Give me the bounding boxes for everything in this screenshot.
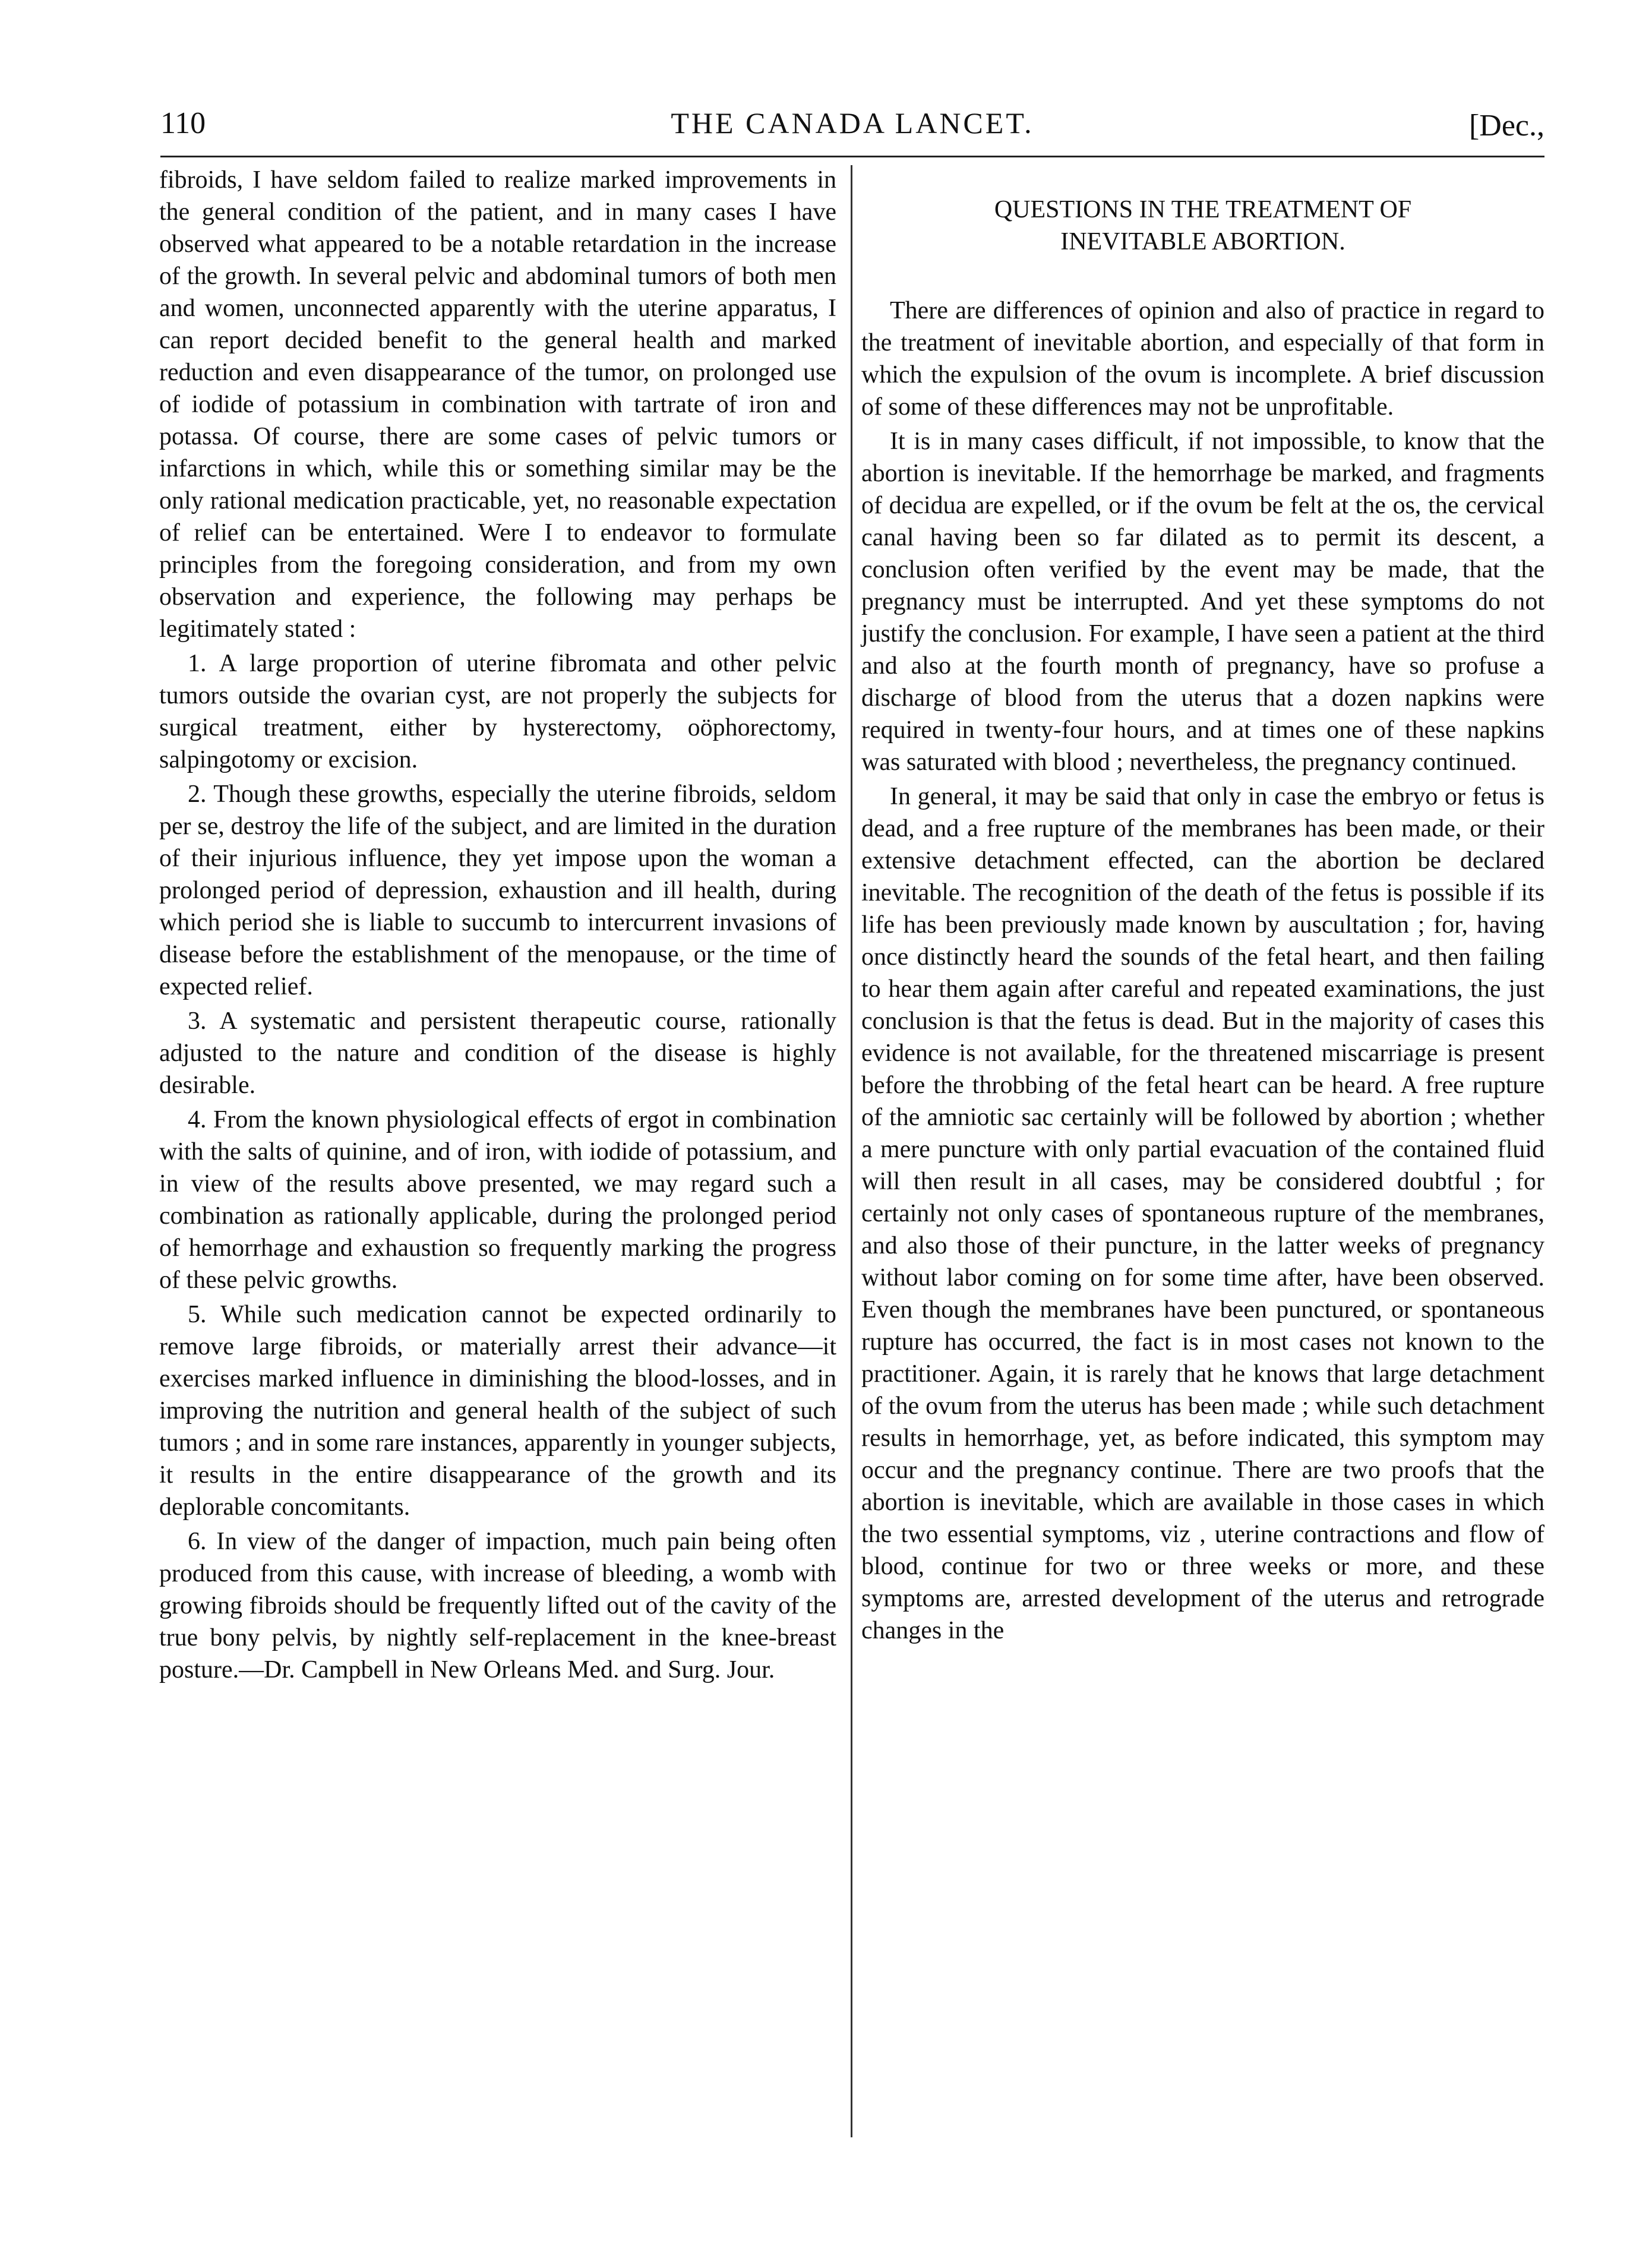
header-rule bbox=[160, 156, 1544, 157]
issue-month: [Dec., bbox=[1468, 109, 1544, 143]
article-title bbox=[861, 194, 1544, 258]
column-divider bbox=[851, 165, 852, 2137]
journal-title: THE CANADA LANCET. bbox=[671, 106, 1034, 140]
page-number: 110 bbox=[160, 106, 206, 140]
article-title-line: INEVITABLE ABORTION. bbox=[1060, 228, 1345, 255]
numbered-point: 6. In view of the danger of impaction, much pain being often produced from this cause, with increase of bleeding, a womb with growing fibroids should be frequently lifted out of the cavity of the true bony pelvis, by nightly self-replacement in the knee-breast posture.—Dr. Campbell in New Orleans Med. and Surg. Jour. bbox=[159, 1528, 836, 1683]
article-title-line: QUESTIONS IN THE TREATMENT OF bbox=[994, 196, 1412, 223]
left-column bbox=[159, 164, 836, 1688]
page-header bbox=[160, 106, 1544, 153]
body-paragraph: There are differences of opinion and also of practice in regard to the treatment of inevitable abortion, and especially of that form in which the expulsion of the ovum is incomplete. A brief discussion of some of these differences may not be unprofitable. bbox=[861, 297, 1544, 421]
right-column bbox=[861, 164, 1544, 1649]
body-paragraph: It is in many cases difficult, if not impossible, to know that the abortion is inevitable. If the hemorrhage be marked, and fragments of decidua are expelled, or if the ovum be felt at the os, the cervical canal having been so far dilated as to permit its descent, a conclusion often verified by the event may be made, that the pregnancy must be interrupted. And yet these symptoms do not justify the conclusion. For example, I have seen a patient at the third and also at the fourth month of pregnancy, have so profuse a discharge of blood from the uterus that a dozen napkins were required in twenty-four hours, and at times one of these napkins was saturated with blood ; nevertheless, the pregnancy continued. bbox=[861, 428, 1544, 776]
numbered-point: 4. From the known physiological effects of ergot in combination with the salts of quinine, and of iron, with iodide of potassium, and in view of the results above presented, we may regard such a combination as rationally applicable, during the prolonged period of hemorrhage and exhaustion so frequently marking the progress of these pelvic growths. bbox=[159, 1106, 836, 1294]
numbered-point: 1. A large proportion of uterine fibromata and other pelvic tumors outside the ovarian cyst, are not properly the subjects for surgical treatment, either by hysterectomy, oöphorectomy, salpingotomy or excision. bbox=[159, 650, 836, 773]
numbered-point: 5. While such medication cannot be expected ordinarily to remove large fibroids, or materially arrest their advance—it exercises marked influence in diminishing the blood-losses, and in improving the nutrition and general health of the subject of such tumors ; and in some rare instances, apparently in younger subjects, it results in the entire disappearance of the growth and its deplorable concomitants. bbox=[159, 1301, 836, 1521]
intro-paragraph: fibroids, I have seldom failed to realize marked improvements in the general condition of the patient, and in many cases I have observed what appeared to be a notable retardation in the increase of the growth. In several pelvic and abdominal tumors of both men and women, unconnected apparently with the uterine apparatus, I can report decided benefit to the general health and marked reduction and even disappearance of the tumor, on prolonged use of iodide of potassium in combination with tartrate of iron and potassa. Of course, there are some cases of pelvic tumors or infarctions in which, while this or something similar may be the only rational medication practicable, yet, no reasonable expectation of relief can be entertained. Were I to endeavor to formulate principles from the foregoing consideration, and from my own observation and experience, the following may perhaps be legitimately stated : bbox=[159, 166, 836, 643]
body-paragraph: In general, it may be said that only in case the embryo or fetus is dead, and a free rupture of the membranes has been made, or their extensive detachment effected, can the abortion be declared inevitable. The recognition of the death of the fetus is possible if its life has been previously made known by auscultation ; for, having once distinctly heard the sounds of the fetal heart, and then failing to hear them again after careful and repeated examinations, the just conclusion is that the fetus is dead. But in the majority of cases this evidence is not available, for the threatened miscarriage is present before the throbbing of the fetal heart can be heard. A free rupture of the amniotic sac certainly will be followed by abortion ; whether a mere puncture with only partial evacuation of the contained fluid will then result in all cases, may be considered doubtful ; for certainly not only cases of spontaneous rupture of the membranes, and also those of their puncture, in the latter weeks of pregnancy without labor coming on for some time after, have been observed. Even though the membranes have been punctured, or spontaneous rupture has occurred, the fact is in most cases not known to the practitioner. Again, it is rarely that he knows that large detachment of the ovum from the uterus has been made ; while such detachment results in hemorrhage, yet, as before indicated, this symptom may occur and the pregnancy continue. There are two proofs that the abortion is inevitable, which are available in those cases in which the two essential symptoms, viz , uterine contractions and flow of blood, continue for two or three weeks or more, and these symptoms are, arrested development of the uterus and retrograde changes in the bbox=[861, 783, 1544, 1644]
numbered-point: 2. Though these growths, especially the uterine fibroids, seldom per se, destroy the life of the subject, and are limited in the duration of their injurious influence, they yet impose upon the woman a prolonged period of depression, exhaustion and ill health, during which period she is liable to succumb to intercurrent invasions of disease before the establishment of the menopause, or the time of expected relief. bbox=[159, 781, 836, 1000]
numbered-point: 3. A systematic and persistent therapeutic course, rationally adjusted to the nature and condition of the disease is highly desirable. bbox=[159, 1007, 836, 1099]
